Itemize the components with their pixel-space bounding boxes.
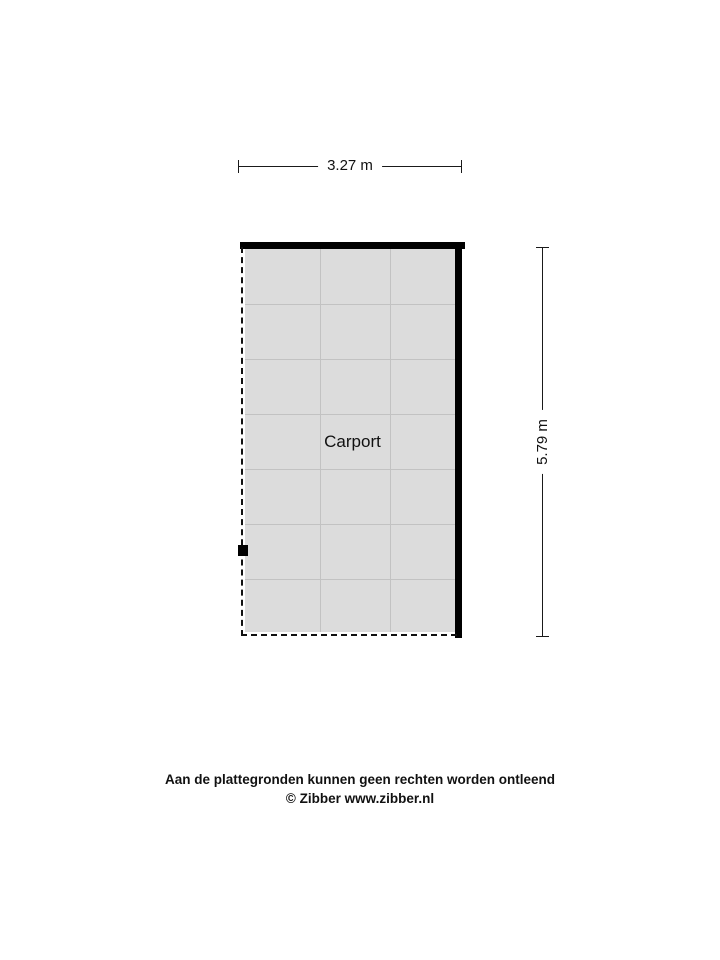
dimension-height-label: 5.79 m [532,410,554,474]
floor-grid-line-h [245,414,455,415]
floor-grid-line-h [245,304,455,305]
dimension-width [238,155,462,179]
room-label-carport: Carport [324,432,381,451]
dimension-width-tick-left [238,160,239,173]
floor-grid-line-h [245,524,455,525]
dimension-width-tick-right [461,160,462,173]
dimension-height-tick-top [536,247,549,248]
room-carport [240,242,465,638]
support-post-marker [238,545,248,556]
dimension-width-label: 3.27 m [318,155,382,177]
floor-grid-line-h [245,579,455,580]
footer [0,770,720,808]
floor-grid-line-h [245,469,455,470]
dimension-height [530,247,556,637]
footer-disclaimer: Aan de plattegronden kunnen geen rechten worden ontleend [164,772,556,787]
wall-bottom-open-edge [241,634,457,636]
footer-copyright: © Zibber www.zibber.nl [285,791,435,806]
wall-top [240,242,465,249]
floor-grid-line-h [245,359,455,360]
dimension-height-tick-bottom [536,636,549,637]
